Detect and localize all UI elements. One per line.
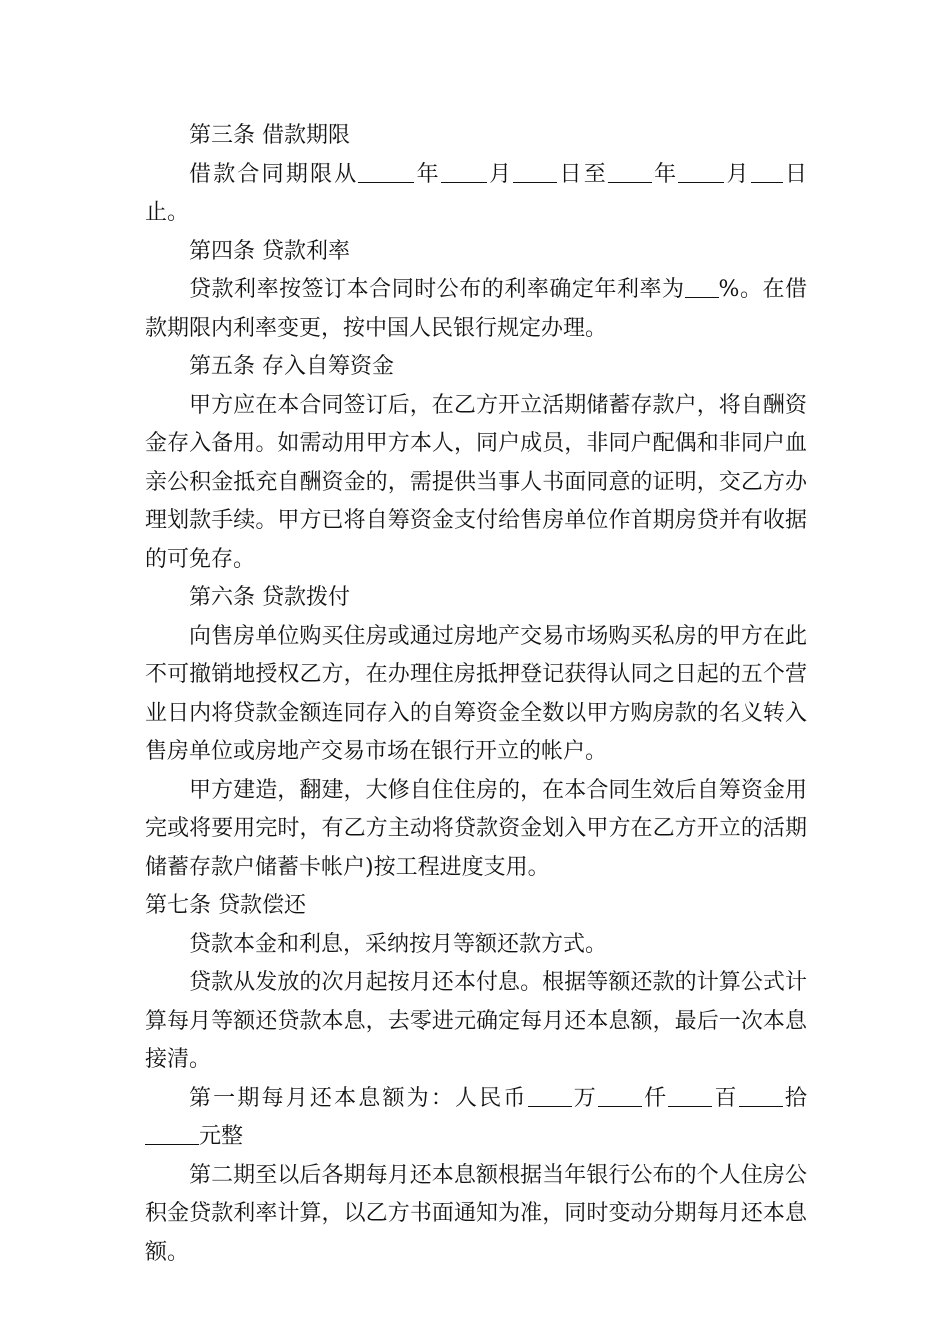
blank-qian <box>598 1086 642 1107</box>
article-3-heading: 第三条 借款期限 <box>189 123 350 148</box>
blank-start-year <box>358 162 414 183</box>
blank-end-day <box>751 162 783 183</box>
blank-start-month <box>441 162 487 183</box>
blank-end-month <box>678 162 724 183</box>
blank-interest-rate <box>685 277 719 298</box>
article-7-paragraph-3: 第一期每月还本息额为：人民币 万 仟 百 拾元整 <box>145 1080 807 1157</box>
article-4-text: 贷款利率按签订本合同时公布的利率确定年利率为 %。在借款期限内利率变更，按中国人民银行规定办理。 <box>145 277 807 341</box>
article-3-text: 借款合同期限从 年 月 日至 年 月 日止。 <box>145 161 807 225</box>
article-7-heading: 第七条 贷款偿还 <box>145 893 306 918</box>
article-7-paragraph-2: 贷款从发放的次月起按月还本付息。根据等额还款的计算公式计算每月等额还贷款本息，去零进元确定每月还本息额，最后一次本息接清。 <box>145 970 807 1072</box>
blank-start-day <box>513 162 557 183</box>
blank-end-year <box>608 162 652 183</box>
blank-yuan <box>145 1124 199 1145</box>
blank-shi <box>739 1086 783 1107</box>
document-body <box>145 117 807 1272</box>
article-6-paragraph-2: 甲方建造，翻建，大修自住住房的，在本合同生效后自筹资金用完或将要用完时，有乙方主动将贷款资金划入甲方在乙方开立的活期储蓄存款户储蓄卡帐户)按工程进度支用。 <box>145 777 807 880</box>
article-5-paragraph: 甲方应在本合同签订后，在乙方开立活期储蓄存款户，将自酬资金存入备用。如需动用甲方本人，同户成员，非同户配偶和非同户血亲公积金抵充自酬资金的，需提供当事人书面同意的证明，交乙方办理划款手续。甲方已将自筹资金支付给售房单位作首期房贷并有收据的可免存。 <box>145 392 807 572</box>
blank-bai <box>668 1086 712 1107</box>
blank-wan <box>528 1086 572 1107</box>
article-7-paragraph-1: 贷款本金和利息，采纳按月等额还款方式。 <box>189 931 608 957</box>
article-7-paragraph-4: 第二期至以后各期每月还本息额根据当年银行公布的个人住房公积金贷款利率计算，以乙方书面通知为准，同时变动分期每月还本息额。 <box>145 1162 807 1265</box>
article-6-heading: 第六条 贷款拨付 <box>189 585 350 610</box>
article-5-heading: 第五条 存入自筹资金 <box>189 354 394 379</box>
article-6-paragraph-1: 向售房单位购买住房或通过房地产交易市场购买私房的甲方在此不可撤销地授权乙方，在办理住房抵押登记获得认同之日起的五个营业日内将贷款金额连同存入的自筹资金全数以甲方购房款的名义转入售房单位或房地产交易市场在银行开立的帐户。 <box>145 623 807 764</box>
article-4-heading: 第四条 贷款利率 <box>189 238 350 264</box>
